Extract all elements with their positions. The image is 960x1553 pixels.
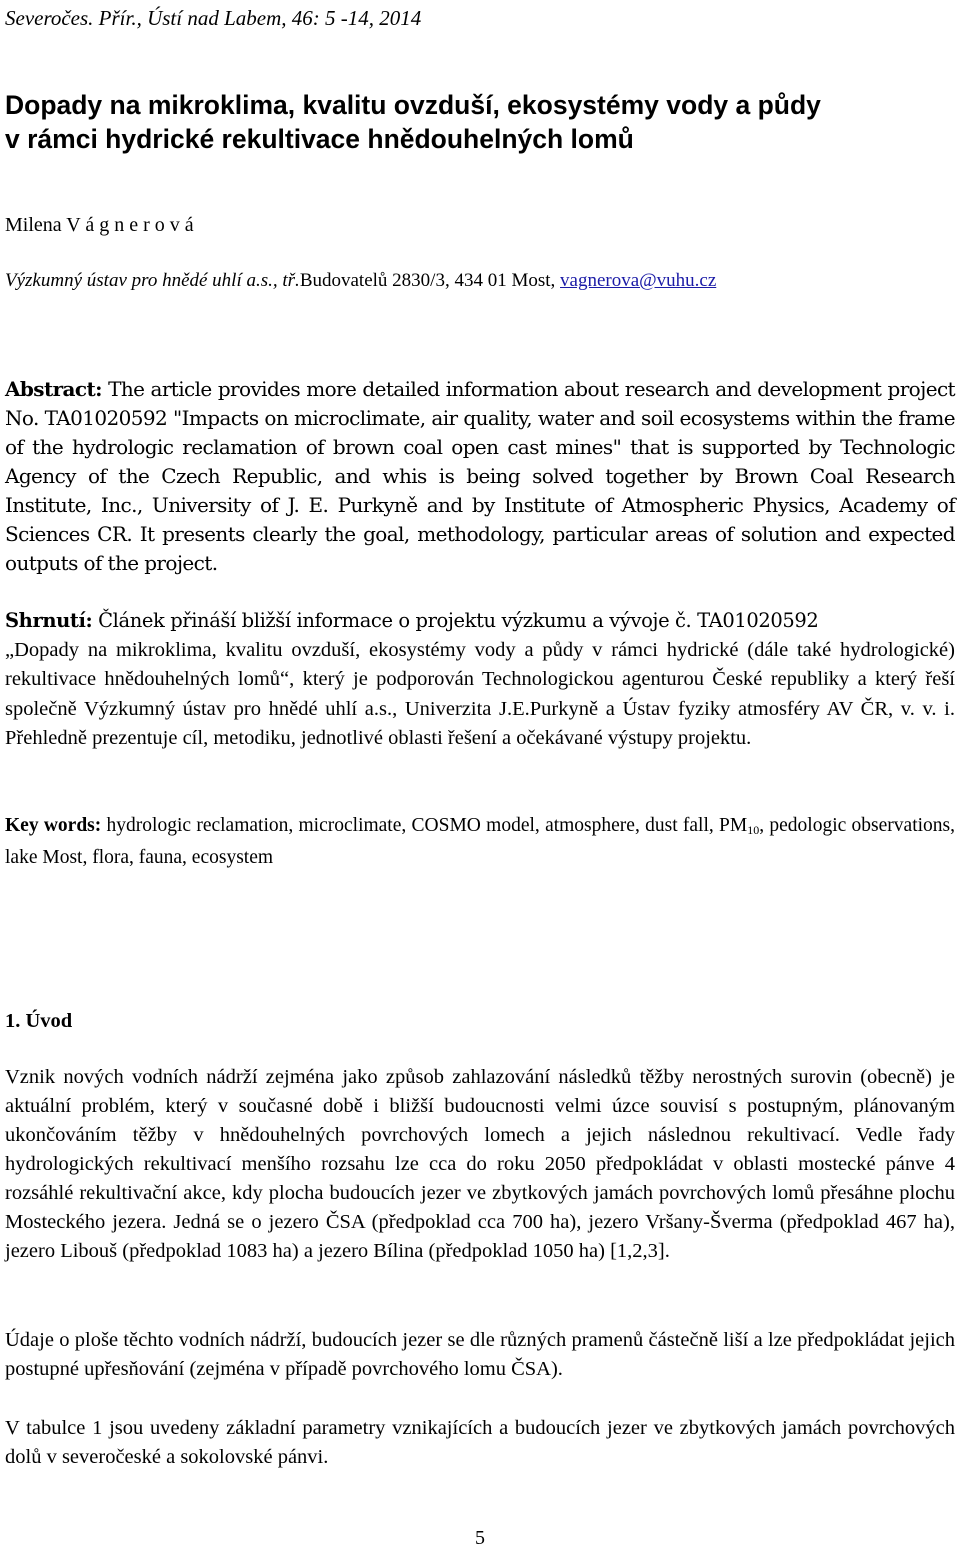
- body-paragraph-3: V tabulce 1 jsou uvedeny základní parametry vznikajících a budoucích jezer ve zbytkových jamách povrchových dolů v severočeské a sokolovské pánvi.: [5, 1417, 955, 1468]
- summary-intro: [5, 606, 955, 635]
- journal-citation: Severočes. Přír., Ústí nad Labem, 46: 5 -14, 2014: [5, 6, 422, 30]
- author-email-link[interactable]: vagnerova@vuhu.cz: [560, 270, 717, 291]
- keywords-subscript: 10: [747, 823, 760, 837]
- section-heading: 1. Úvod: [5, 1010, 73, 1032]
- paper-title-line-1: Dopady na mikroklima, kvalitu ovzduší, ekosystémy vody a půdy: [5, 90, 821, 120]
- abstract: [5, 375, 955, 578]
- body-paragraph-1: Vznik nových vodních nádrží zejména jako způsob zahlazování následků těžby nerostných surovin (obecně) je aktuální problém, který v současné době i bližší budoucnosti velmi úzce souvisí s postupným, plánovaným ukončováním těžby v hnědouhelných povrchových lomech a jejich následnou rekultivací. Vedle řady hydrologických rekultivací menšího rozsahu lze cca do roku 2050 předpokládat v oblasti mostecké pánve 4 rozsáhlé rekultivační akce, kdy plocha budoucích jezer ve zbytkových jamách povrchových lomů přesáhne plochu Mosteckého jezera. Jedná se o jezero ČSA (předpoklad cca 700 ha), jezero Vršany-Šverma (předpoklad 467 ha), jezero Libouš (předpoklad 1083 ha) a jezero Bílina (předpoklad 1050 ha) [1,2,3].: [5, 1066, 955, 1262]
- summary-text: „Dopady na mikroklima, kvalitu ovzduší, ekosystémy vody a půdy v rámci hydrické (dále také hydrologické) rekultivace hnědouhelných lomů“, který je podporován Technologickou agenturou České republiky a který řeší společně Výzkumný ústav pro hnědé uhlí a.s., Univerzita J.E.Purkyně a Ústav fyziky atmosféry AV ČR, v. v. i. Přehledně prezentuje cíl, metodiku, jednotlivé oblasti řešení a očekávané výstupy projektu.: [5, 639, 955, 750]
- summary-label: Shrnutí:: [5, 609, 93, 632]
- keywords: [5, 812, 955, 871]
- keywords-tail: , pedologic observations, lake Most, flora, fauna, ecosystem: [5, 815, 955, 868]
- keywords-text: hydrologic reclamation, microclimate, COSMO model, atmosphere, dust fall, PM: [101, 815, 748, 836]
- summary-intro-text: Článek přináší bližší informace o projektu výzkumu a vývoje č. TA01020592: [92, 609, 819, 632]
- author-name: Milena V á g n e r o v á: [5, 214, 194, 236]
- affiliation-institute: Výzkumný ústav pro hnědé uhlí a.s., tř.: [5, 270, 300, 291]
- author-affiliation: [5, 270, 716, 292]
- paper-title-line-2: v rámci hydrické rekultivace hnědouhelných lomů: [5, 124, 634, 154]
- abstract-label: Abstract:: [5, 377, 102, 401]
- body-paragraph-2: Údaje o ploše těchto vodních nádrží, budoucích jezer se dle různých pramenů částečně liší a lze předpokládat jejich postupné upřesňování (zejména v případě povrchového lomu ČSA).: [5, 1329, 955, 1380]
- page-number: 5: [475, 1527, 485, 1549]
- affiliation-address: Budovatelů 2830/3, 434 01 Most,: [299, 270, 561, 291]
- keywords-label: Key words:: [5, 815, 102, 836]
- abstract-text: The article provides more detailed information about research and development project No. TA01020592 "Impacts on microclimate, air quality, water and soil ecosystems within the frame of the hydrologic reclamation of brown coal open cast mines" that is supported by Technologic Agency of the Czech Republic, and whis is being solved together by Brown Coal Research Institute, Inc., University of J. E. Purkyně and by Institute of Atmospheric Physics, Academy of Sciences CR. It presents clearly the goal, methodology, particular areas of solution and expected outputs of the project.: [5, 377, 955, 575]
